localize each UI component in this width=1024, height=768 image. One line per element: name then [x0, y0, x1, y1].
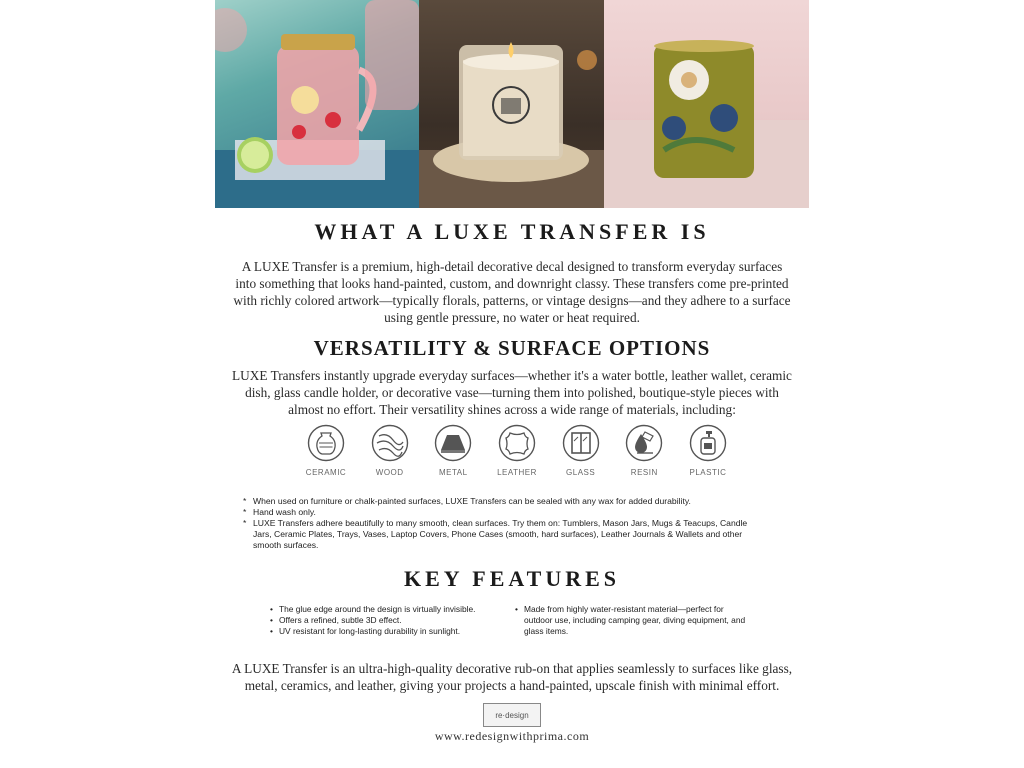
material-label: RESIN	[630, 468, 658, 477]
material-ceramic	[297, 424, 355, 480]
key-features-list	[270, 604, 750, 637]
note-item: * Hand wash only.	[243, 507, 316, 517]
material-leather	[488, 424, 546, 480]
heading-versatility: VERSATILITY & SURFACE OPTIONS	[313, 336, 711, 360]
note-item: * When used on furniture or chalk-painted surfaces, LUXE Transfers can be sealed with any wax for added durability.	[243, 496, 691, 506]
note-text: Hand wash only.	[253, 507, 316, 517]
note-text: LUXE Transfers adhere beautifully to many smooth, clean surfaces. Try them on: Tumblers, Mason Jars, Mugs & Teacups, Candle Jars, Ceramic Plates, Trays, Vases, Laptop Covers, Phone Cases (smooth, hard surfaces), Leather Journals & Wallets and other smooth surfaces.	[253, 518, 748, 550]
pump-bottle-icon	[689, 424, 727, 462]
material-label: WOOD	[375, 468, 404, 477]
heading-key-features: KEY FEATURES	[403, 566, 621, 591]
material-plastic	[679, 424, 737, 480]
material-metal	[424, 424, 482, 480]
window-icon	[562, 424, 600, 462]
leather-hide-icon	[498, 424, 536, 462]
heading-what-is: WHAT A LUXE TRANSFER IS	[314, 219, 710, 244]
note-text: When used on furniture or chalk-painted surfaces, LUXE Transfers can be sealed with any wax for added durability.	[253, 496, 691, 506]
material-label: METAL	[439, 468, 468, 477]
material-label: GLASS	[566, 468, 596, 477]
what-is-paragraph: A LUXE Transfer is a premium, high-detail decorative decal designed to transform everyday surfaces into something that looks hand-painted, custom, and downright classy. These transfers come pre-printed with richly colored artwork—typically florals, patterns, or vintage designs—and they adhere to a surface using gentle pressure, no water or heat required.	[233, 259, 791, 325]
feature-item: • Offers a refined, subtle 3D effect.	[270, 615, 402, 625]
note-item: * LUXE Transfers adhere beautifully to many smooth, clean surfaces. Try them on: Tumblers, Mason Jars, Mugs & Teacups, Candle Jars, Ceramic Plates, Trays, Vases, Laptop Covers, Phone Cases (smooth, hard surfaces), Leather Journals & Wallets and other smooth surfaces.	[243, 518, 763, 551]
usage-notes	[243, 496, 763, 551]
material-resin	[615, 424, 673, 480]
materials-list	[297, 424, 737, 480]
product-sheet	[215, 0, 809, 768]
feature-item: • The glue edge around the design is virtually invisible.	[270, 604, 476, 614]
features-column-right	[515, 604, 750, 637]
material-label: LEATHER	[497, 468, 537, 477]
metal-ingot-icon	[434, 424, 472, 462]
mason-jar-photo	[215, 0, 419, 208]
candle-photo	[419, 0, 604, 208]
vase-icon	[307, 424, 345, 462]
website-url[interactable]: www.redesignwithprima.com	[434, 729, 590, 743]
product-photo-strip	[215, 0, 809, 208]
feature-item: • Made from highly water-resistant material—perfect for outdoor use, including camping gear, diving equipment, and glass items.	[515, 604, 746, 636]
summary-paragraph: A LUXE Transfer is an ultra-high-quality decorative rub-on that applies seamlessly to surfaces like glass, metal, ceramics, and leather, giving your projects a hand-painted, upscale finish with minimal effort.	[231, 661, 793, 693]
material-label: PLASTIC	[689, 468, 727, 477]
wood-grain-icon	[371, 424, 409, 462]
material-label: CERAMIC	[305, 468, 347, 477]
brand-logo: re·design	[483, 703, 541, 727]
material-glass	[552, 424, 610, 480]
resin-drop-icon	[625, 424, 663, 462]
floral-glass-photo	[604, 0, 809, 208]
material-wood	[361, 424, 419, 480]
feature-item: • UV resistant for long-lasting durability in sunlight.	[270, 626, 461, 636]
versatility-paragraph: LUXE Transfers instantly upgrade everyday surfaces—whether it's a water bottle, leather wallet, ceramic dish, glass candle holder, or decorative vase—turning them into polished, boutique-style pieces with almost no effort. Their versatility shines across a wide range of materials, including:	[232, 368, 792, 417]
features-column-left	[270, 604, 505, 637]
